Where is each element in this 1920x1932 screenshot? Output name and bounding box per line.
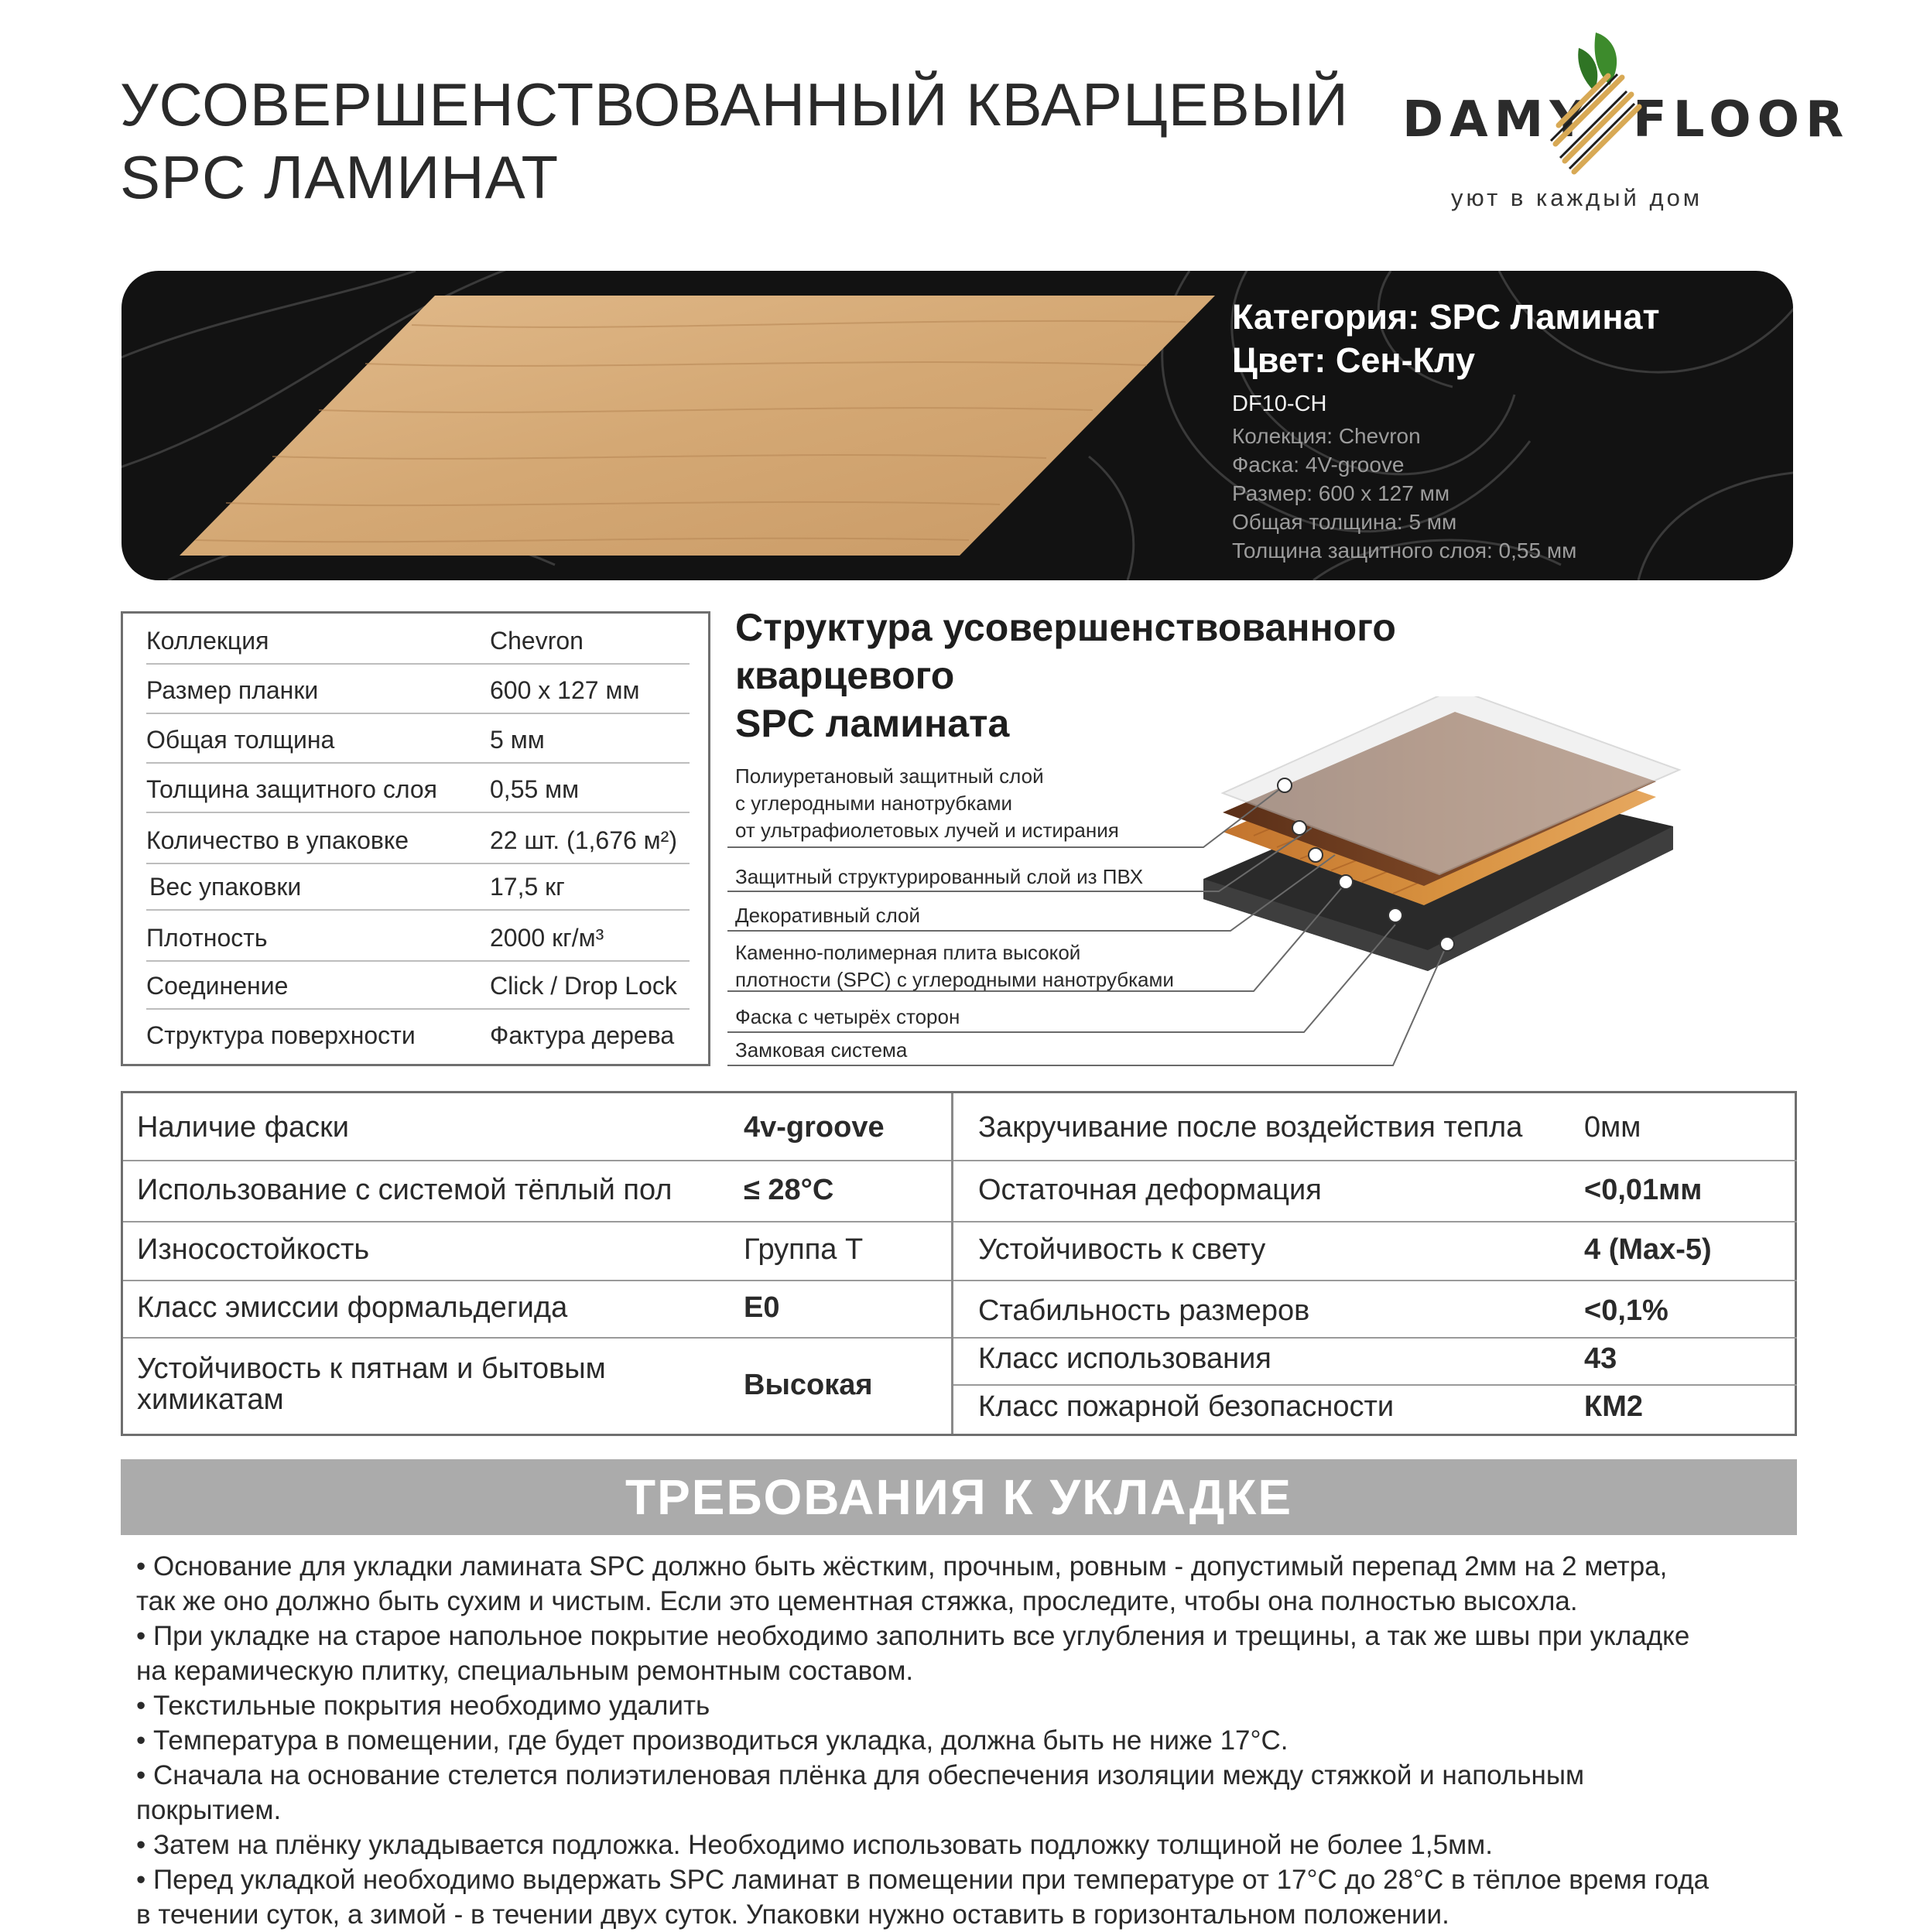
layer-label-pvc: Защитный структурированный слой из ПВХ xyxy=(735,865,1144,888)
banner-specs xyxy=(1232,422,1660,565)
marker-dot xyxy=(1339,875,1353,889)
prop-value: <0,01мм xyxy=(1584,1174,1703,1206)
prop-value: Группа Т xyxy=(744,1233,864,1266)
spec-row xyxy=(146,713,690,764)
spec-value: 2000 кг/м³ xyxy=(490,924,604,952)
leaf-small-icon xyxy=(1578,48,1597,91)
layer-label-line: плотности (SPC) с углеродными нанотрубками xyxy=(735,968,1174,991)
marker-dot xyxy=(1278,778,1292,792)
banner-spec-wear-layer: Толщина защитного слоя: 0,55 мм xyxy=(1232,539,1577,563)
layer-label-protective xyxy=(735,763,1119,844)
spec-value: Chevron xyxy=(490,627,584,655)
prop-value: Высокая xyxy=(744,1369,873,1401)
logo-word-right: FLOOR xyxy=(1633,91,1850,149)
banner-spec-size: Размер: 600 х 127 мм xyxy=(1232,481,1450,505)
prop-label: Остаточная деформация xyxy=(978,1174,1322,1206)
spec-label: Структура поверхности xyxy=(146,1021,416,1049)
requirements-list xyxy=(136,1549,1785,1932)
prop-label: Закручивание после воздействия тепла xyxy=(978,1111,1523,1144)
structure-title-line-3: SPC ламината xyxy=(735,702,1010,745)
spec-value: 5 мм xyxy=(490,726,545,754)
banner-spec-bevel: Фаска: 4V-groove xyxy=(1232,453,1405,477)
prop-label: Наличие фаски xyxy=(137,1111,349,1144)
requirement-line: • Текстильные покрытия необходимо удалить xyxy=(136,1691,710,1721)
spec-value: Click / Drop Lock xyxy=(490,972,677,1000)
banner-color: Цвет: Сен-Клу xyxy=(1232,340,1476,380)
spec-value: 0,55 мм xyxy=(490,775,580,803)
spec-value: 17,5 кг xyxy=(490,873,565,901)
product-banner xyxy=(121,271,1793,580)
spec-row xyxy=(146,960,690,1010)
marker-dot xyxy=(1388,908,1402,922)
spec-value: Фактура дерева xyxy=(490,1021,675,1049)
requirement-line: • Сначала на основание стелется полиэтиленовая плёнка для обеспечения изоляции между стяжкой и напольным xyxy=(136,1760,1585,1790)
spec-label: Коллекция xyxy=(146,627,269,655)
prop-label: Класс пожарной безопасности xyxy=(978,1390,1395,1423)
marker-dot xyxy=(1440,937,1454,951)
spec-value: 22 шт. (1,676 м²) xyxy=(490,826,677,854)
spec-label: Общая толщина xyxy=(146,726,335,754)
layer-label-line: с углеродными нанотрубками xyxy=(735,792,1013,815)
prop-label: Устойчивость к свету xyxy=(978,1233,1266,1266)
prop-label: Использование с системой тёплый пол xyxy=(137,1174,673,1206)
prop-label: Устойчивость к пятнам и бытовым xyxy=(137,1352,606,1385)
prop-label: Износостойкость xyxy=(137,1233,370,1266)
spec-row xyxy=(146,812,690,864)
prop-value: 0мм xyxy=(1584,1111,1641,1144)
requirement-line: • Перед укладкой необходимо выдержать SPC ламинат в помещении при температуре от 17°С до 28°С в тёплое время года xyxy=(136,1865,1710,1895)
spec-row xyxy=(146,663,690,714)
requirements-title: ТРЕБОВАНИЯ К УКЛАДКЕ xyxy=(625,1469,1293,1525)
requirement-line: • При укладке на старое напольное покрытие необходимо заполнить все углубления и трещины, а так же швы при укладке xyxy=(136,1621,1690,1651)
requirement-line: • Затем на плёнку укладывается подложка. Необходимо использовать подложку толщиной не более 1,5мм. xyxy=(136,1830,1493,1860)
prop-value: <0,1% xyxy=(1584,1294,1668,1327)
banner-spec-collection: Колекция: Chevron xyxy=(1232,424,1421,448)
requirement-line: • Температура в помещении, где будет производиться укладка, должна быть не ниже 17°С. xyxy=(136,1725,1289,1756)
banner-category: Категория: SPC Ламинат xyxy=(1232,297,1660,337)
properties-table xyxy=(121,1091,1797,1436)
banner-code: DF10-CH xyxy=(1232,392,1327,416)
prop-value: E0 xyxy=(744,1291,780,1324)
prop-label: Стабильность размеров xyxy=(978,1294,1310,1327)
title-line-1: УСОВЕРШЕНСТВОВАННЫЙ КВАРЦЕВЫЙ xyxy=(120,70,1349,138)
spec-label: Соединение xyxy=(146,972,289,1000)
prop-label: Класс использования xyxy=(978,1342,1271,1375)
spec-label: Размер планки xyxy=(146,676,319,704)
requirement-line: на керамическую плитку, специальным ремонтным составом. xyxy=(136,1656,914,1686)
banner-info xyxy=(1232,296,1660,565)
logo-word-left: DAMY xyxy=(1402,91,1592,149)
requirement-line: так же оно должно быть сухим и чистым. Если это цементная стяжка, проследите, чтобы она полностью высохла. xyxy=(136,1586,1578,1616)
marker-dot xyxy=(1309,848,1323,862)
spec-label: Количество в упаковке xyxy=(146,826,409,854)
requirement-line: в течении суток, а зимой - в течении двух суток. Упаковки нужно оставить в горизонтальном положении. xyxy=(136,1900,1449,1930)
structure-title-line-1: Структура усовершенствованного xyxy=(735,606,1396,649)
spec-table xyxy=(121,611,710,1066)
spec-row xyxy=(146,863,690,911)
spec-row xyxy=(146,909,690,962)
layer-label-spc xyxy=(735,939,1174,993)
page-title xyxy=(120,68,1349,214)
prop-label-cont: химикатам xyxy=(137,1383,284,1416)
layer-label-decorative: Декоративный слой xyxy=(735,904,921,927)
banner-spec-thickness: Общая толщина: 5 мм xyxy=(1232,510,1457,534)
requirements-header xyxy=(121,1459,1797,1535)
spec-row xyxy=(146,762,690,813)
requirement-line: • Основание для укладки ламината SPC должно быть жёстким, прочным, ровным - допустимый перепад 2мм на 2 метра, xyxy=(136,1551,1668,1582)
plank-image xyxy=(180,294,1217,557)
column-divider xyxy=(951,1093,953,1434)
spec-row xyxy=(146,1008,690,1058)
layer-label-line: Полиуретановый защитный слой xyxy=(735,764,1044,788)
spec-label: Вес упаковки xyxy=(149,873,302,901)
structure-title-line-2: кварцевого xyxy=(735,654,955,697)
layer-label-line: от ультрафиолетовых лучей и истирания xyxy=(735,819,1119,842)
prop-label: Класс эмиссии формальдегида xyxy=(137,1291,568,1324)
prop-value: 43 xyxy=(1584,1342,1617,1375)
requirement-line: покрытием. xyxy=(136,1795,282,1825)
logo-plank-leaf-icon xyxy=(1548,28,1644,175)
prop-value: 4v-groove xyxy=(744,1111,885,1144)
logo-slogan: уют в каждый дом xyxy=(1451,184,1703,211)
spec-label: Плотность xyxy=(146,924,268,952)
layer-label-bevel: Фаска с четырёх сторон xyxy=(735,1005,960,1028)
marker-dot xyxy=(1292,821,1306,835)
layer-label-lock: Замковая система xyxy=(735,1038,908,1062)
prop-value: КМ2 xyxy=(1584,1390,1643,1423)
title-line-2: SPC ЛАМИНАТ xyxy=(120,143,560,211)
spec-label: Толщина защитного слоя xyxy=(146,775,437,803)
spec-row xyxy=(146,614,690,665)
prop-value: ≤ 28°C xyxy=(744,1174,834,1206)
layer-label-line: Каменно-полимерная плита высокой xyxy=(735,941,1081,964)
spec-value: 600 х 127 мм xyxy=(490,676,640,704)
prop-value: 4 (Max-5) xyxy=(1584,1233,1712,1266)
